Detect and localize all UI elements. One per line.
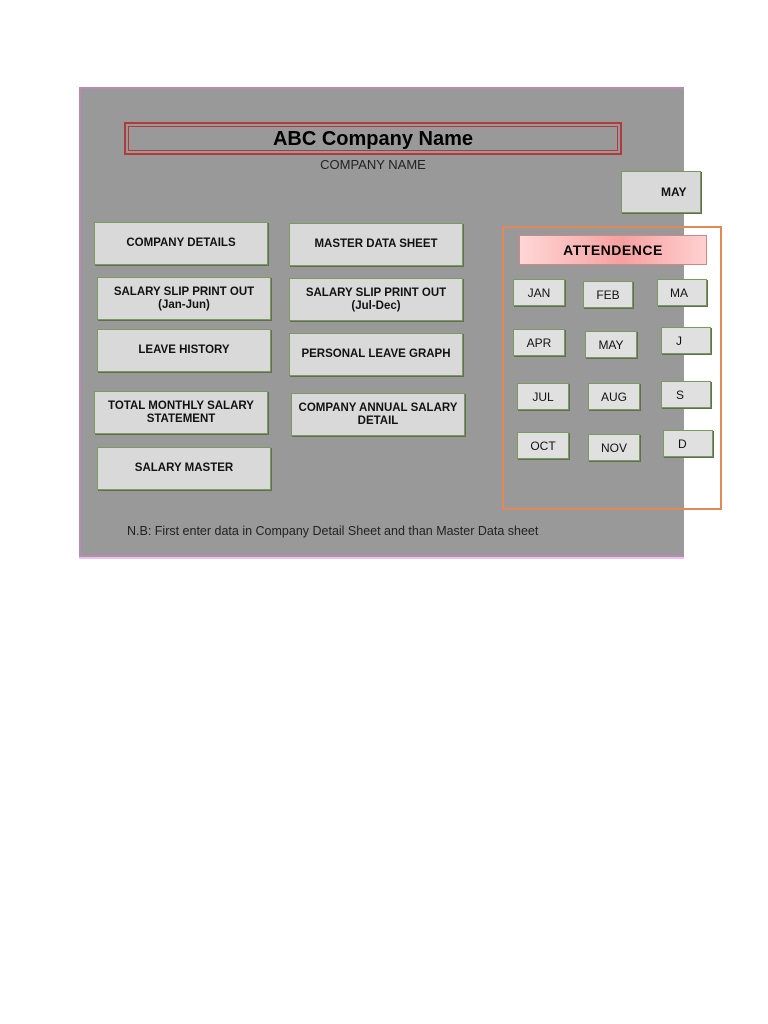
master-data-sheet-button[interactable] bbox=[289, 223, 463, 266]
button-sublabel: DETAIL bbox=[357, 414, 399, 427]
month-dec-button[interactable]: D bbox=[663, 430, 713, 457]
month-apr-button[interactable]: APR bbox=[513, 329, 565, 356]
company-annual-salary-button[interactable] bbox=[291, 393, 465, 436]
attendence-header: ATTENDENCE bbox=[519, 235, 707, 265]
button-label: SALARY MASTER bbox=[134, 462, 234, 474]
company-details-button[interactable] bbox=[94, 222, 268, 265]
salary-slip-jul-dec-button[interactable] bbox=[289, 278, 463, 321]
title-box bbox=[124, 122, 622, 155]
month-aug-button[interactable]: AUG bbox=[588, 383, 640, 410]
salary-slip-jan-jun-button[interactable] bbox=[97, 277, 271, 320]
attendence-frame bbox=[502, 226, 722, 510]
dashboard-sheet bbox=[79, 87, 688, 557]
button-label: MASTER DATA SHEET bbox=[314, 238, 438, 250]
month-feb-button[interactable]: FEB bbox=[583, 281, 633, 308]
company-title: ABC Company Name bbox=[272, 128, 474, 150]
total-monthly-salary-button[interactable] bbox=[94, 391, 268, 434]
month-may-button[interactable]: MAY bbox=[585, 331, 637, 358]
month-jan-button[interactable]: JAN bbox=[513, 279, 565, 306]
personal-leave-graph-button[interactable] bbox=[289, 333, 463, 376]
sheet-bottom-border bbox=[79, 557, 684, 559]
month-nov-button[interactable]: NOV bbox=[588, 434, 640, 461]
button-label: SALARY SLIP PRINT OUT bbox=[113, 285, 255, 298]
button-label: LEAVE HISTORY bbox=[138, 344, 230, 356]
button-sublabel: STATEMENT bbox=[146, 412, 216, 425]
month-mar-button[interactable]: MA bbox=[657, 279, 707, 306]
may-button[interactable]: MAY bbox=[621, 171, 701, 213]
month-jul-button[interactable]: JUL bbox=[517, 383, 569, 410]
instruction-note: N.B: First enter data in Company Detail Sheet and than Master Data sheet bbox=[127, 524, 539, 538]
month-oct-button[interactable]: OCT bbox=[517, 432, 569, 459]
button-label: COMPANY ANNUAL SALARY bbox=[298, 401, 458, 414]
button-label: TOTAL MONTHLY SALARY bbox=[108, 399, 254, 412]
company-subtitle: COMPANY NAME bbox=[320, 157, 426, 172]
leave-history-button[interactable] bbox=[97, 329, 271, 372]
button-sublabel: (Jan-Jun) bbox=[158, 298, 210, 311]
month-sep-button[interactable]: S bbox=[661, 381, 711, 408]
salary-master-button[interactable] bbox=[97, 447, 271, 490]
button-label: SALARY SLIP PRINT OUT bbox=[305, 286, 447, 299]
button-label: COMPANY DETAILS bbox=[126, 237, 236, 249]
button-label: PERSONAL LEAVE GRAPH bbox=[301, 348, 451, 360]
button-sublabel: (Jul-Dec) bbox=[351, 299, 401, 312]
month-jun-button[interactable]: J bbox=[661, 327, 711, 354]
